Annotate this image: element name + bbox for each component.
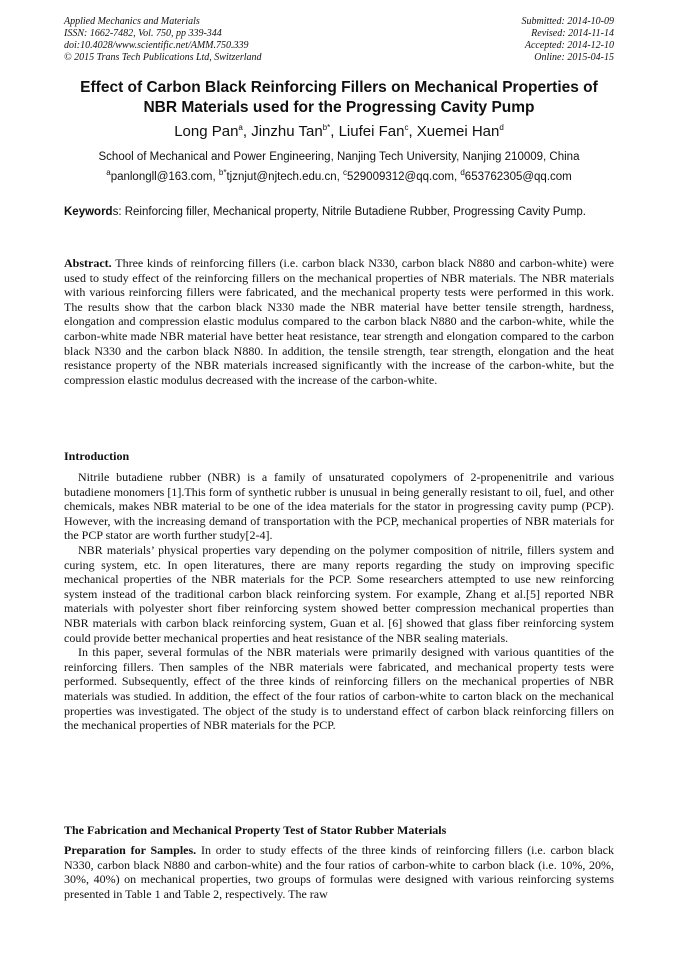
abstract-label: Abstract.: [64, 256, 112, 270]
paper-title: Effect of Carbon Black Reinforcing Fillers on Mechanical Properties of NBR Materials used for the Progressing Cavity Pump: [80, 79, 598, 116]
introduction-body: [64, 470, 614, 733]
abstract-text: Three kinds of reinforcing fillers (i.e. carbon black N330, carbon black N880 and carbon-white) were used to study effect of the reinforcing fillers on the mechanical properties of NBR materials. The NBR materials with various reinforcing fillers were fabricated, and the mechanical property tests were performed in this work. The results show that the carbon black N330 made the NBR material have better tensile strength, hardness, elongation and compression elastic modulus compared to the carbon black N880 and the carbon-white, while the carbon-white made NBR material have better heat resistance, tear strength and elongation compared to the carbon black N330 and the carbon black N880. In addition, the tensile strength, tear strength, elongation and the heat resistance property of the NBR materials increased significantly with the increase of the carbon-white, but the compression elastic modulus decreased with the increase of the carbon-white.: [64, 256, 614, 387]
header-left: [64, 16, 262, 64]
preparation-paragraph: [64, 843, 614, 901]
email: $^{b*}$tjznjut@njtech.edu.cn,: [218, 168, 343, 183]
author: Xuemei Han$^d$: [416, 123, 504, 140]
email: $^c$529009312@qq.com,: [343, 168, 461, 183]
issn-line: ISSN: 1662-7482, Vol. 750, pp 339-344: [64, 28, 222, 39]
accepted-date: Accepted: 2014-12-10: [524, 40, 614, 51]
journal-name: Applied Mechanics and Materials: [64, 16, 200, 27]
email: $^a$panlongll@163.com,: [106, 168, 219, 183]
keywords-label: Keyword: [64, 206, 113, 218]
copyright-line: © 2015 Trans Tech Publications Ltd, Switzerland: [64, 52, 262, 63]
keywords: [64, 205, 614, 220]
header-right: [522, 16, 615, 64]
author: Liufei Fan$^c$,: [338, 123, 417, 140]
revised-date: Revised: 2014-11-14: [531, 28, 614, 39]
preparation-text: In order to study effects of the three kinds of reinforcing fillers (i.e. carbon black N330, carbon black N880 and carbon-white) and the four ratios of carbon-white to carbon black (i.e. 10%, 20%, 30%, 40%) on mechanical properties, two groups of formulas were designed with various reinforcing systems presented in Table 1 and Table 2, respectively. The raw: [64, 843, 614, 901]
email-list: [64, 169, 614, 185]
keywords-text: Reinforcing filler, Mechanical property, Nitrile Butadiene Rubber, Progressing Cavity Pump.: [121, 206, 587, 218]
affiliation: School of Mechanical and Power Engineering, Nanjing Tech University, Nanjing 210009, China: [98, 151, 580, 163]
section-heading-introduction: Introduction: [64, 449, 130, 463]
keywords-label-rest: s:: [112, 206, 122, 218]
abstract: [64, 256, 614, 387]
email: $^d$653762305@qq.com: [460, 168, 572, 183]
submitted-date: Submitted: 2014-10-09: [521, 16, 614, 27]
section-heading-fabrication: The Fabrication and Mechanical Property Test of Stator Rubber Materials: [64, 823, 447, 837]
preparation-label: Preparation for Samples.: [64, 843, 197, 857]
doi-line: doi:10.4028/www.scientific.net/AMM.750.339: [64, 40, 249, 51]
author: Long Pan$^a$,: [174, 123, 252, 140]
paragraph: In this paper, several formulas of the NBR materials were primarily designed with various quantities of the reinforcing fillers. Then samples of the NBR materials were fabricated, and mechanical property tests were performed. Subsequently, effect of the three kinds of reinforcing fillers on the mechanical properties of NBR materials was studied. In addition, the effect of the four ratios of carbon-white to carton black on the mechanical properties was investigated. The object of the study is to understand effect of carbon black reinforcing fillers on the mechanical properties of NBR materials for the PCP.: [64, 645, 614, 733]
online-date: Online: 2015-04-15: [534, 52, 614, 63]
paragraph: NBR materials’ physical properties vary depending on the polymer composition of nitrile, fillers system and curing system, etc. In open literatures, there are many reports regarding the study on improving specific mechanical properties of the NBR materials for the PCP. Some researchers attempted to use new reinforcing system instead of the traditional carbon black reinforcing system. For example, Zhang et al.[5] reported NBR materials with polyester short fiber reinforcing system showed better compression mechanical properties than NBR materials with carbon black reinforcing system, Guan et al. [6] showed that glass fiber reinforcing system could provide better mechanical properties and heat resistance of the NBR sealing materials.: [64, 542, 614, 645]
author-list: [64, 122, 614, 142]
paragraph: Nitrile butadiene rubber (NBR) is a family of unsaturated copolymers of 2-propenenitrile and various butadiene monomers [1].This form of synthetic rubber is unusual in being generally resistant to oil, fuel, and other chemicals, makes NBR material to be one of the idea materials for the stator in progressing cavity pump (PCP). However, with the increasing demand of transportation with the PCP, mechanical properties of NBR materials for the PCP stator are worth further study[2-4].: [64, 470, 614, 543]
author: Jinzhu Tan$^{b*}$,: [251, 123, 339, 140]
